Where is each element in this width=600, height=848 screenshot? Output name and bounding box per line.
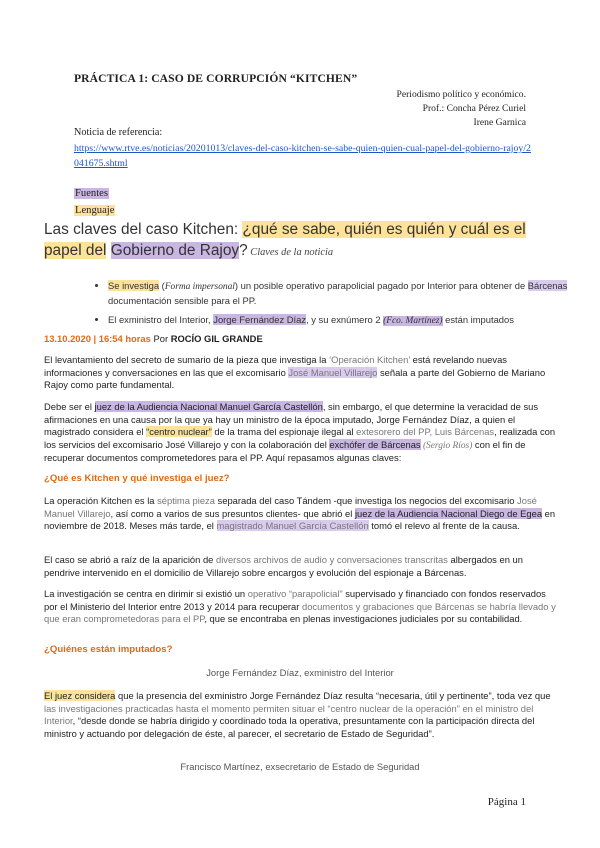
- text: albergados en un pendrive intervenido en el domicilio de Villarejo sobre encargos y evolución del espionaje a Bárcenas.: [44, 554, 523, 578]
- paragraph-6: [44, 690, 560, 740]
- text: El caso se abrió a raíz de la aparición de: [44, 554, 216, 565]
- photo-caption-fernandez: Jorge Fernández Díaz, exministro del Interior: [206, 667, 394, 678]
- text: , sin embargo, el que determine la veracidad de sus afirmaciones en una causa por la que ya hay un ministro de la época imputado, Jorge Fernández Díaz, a quien el magistrado considera el: [44, 401, 539, 438]
- list-item: [108, 313, 578, 328]
- section-heading-imputados: ¿Quiénes están imputados?: [44, 644, 173, 655]
- source-highlight: José Manuel Villarejo: [288, 366, 378, 378]
- summary-bullets: [92, 279, 578, 334]
- section-heading-kitchen: ¿Qué es Kitchen y qué investiga el juez?: [44, 473, 230, 484]
- language-highlight: El juez considera: [44, 690, 116, 701]
- text-gray: diversos archivos de audio y conversaciones transcritas: [215, 554, 448, 565]
- bullet-text: documentación sensible para el PP.: [108, 295, 257, 306]
- text: , así como a varios de sus presuntos clientes- que abrió el: [110, 507, 355, 519]
- text-gray: operativo “parapolicial”: [247, 588, 343, 599]
- text-note: (Sergio Ríos): [420, 440, 473, 451]
- text: tomó el relevo al frente de la causa.: [368, 520, 520, 532]
- article-headline: [44, 219, 559, 263]
- bullet-text: están imputados: [442, 314, 514, 325]
- bullet-text: El exministro del Interior,: [108, 314, 214, 325]
- paragraph-1: [44, 354, 560, 392]
- headline-part: ?: [239, 242, 248, 259]
- page-title: PRÁCTICA 1: CASO DE CORRUPCIÓN “KITCHEN”: [74, 72, 358, 85]
- bullet-text: , y su exnúmero 2: [306, 314, 384, 325]
- text: está revelando nuevas informaciones y conversaciones en las que el excomisario: [44, 354, 507, 378]
- headline-note: Claves de la noticia: [247, 247, 334, 258]
- bullet-note: Forma impersonal: [164, 282, 235, 292]
- student-name: Irene Garnica: [473, 117, 526, 128]
- text-gray: las investigaciones practicadas hasta el momento permiten situar el “centro nuclear de la operación” en el ministro del Interior: [44, 702, 534, 727]
- text: , realizada con los servicios del excomisario José Villarejo y con la colaboración del: [44, 426, 556, 450]
- headline-highlight: ¿qué se sabe, quién es quién y cuál es el papel del: [44, 221, 526, 259]
- language-highlight: “centro nuclear”: [146, 426, 212, 438]
- text: separada del caso Tándem -que investiga los negocios del excomisario: [214, 495, 518, 506]
- text: que la presencia del exministro Jorge Fernández Díaz resulta “necesaria, útil y pertinente”, toda vez que: [115, 690, 551, 701]
- text: en noviembre de 2018. Meses más tarde, el: [44, 507, 556, 532]
- source-highlight: magistrado Manuel García Castellón: [216, 520, 369, 532]
- text: supervisado y financiado con fondos reservados por el Ministerio del Interior: [44, 588, 546, 612]
- text-gray: documentos y grabaciones que Bárcenas se habría llevado y que eran comprometedoras para el PP: [44, 600, 556, 625]
- source-highlight: exchófer de Bárcenas: [329, 438, 421, 450]
- paragraph-5: [44, 588, 560, 626]
- text-gray: José Manuel Villarejo: [44, 495, 537, 519]
- text: La operación Kitchen es la: [44, 495, 158, 506]
- course-meta: [397, 88, 527, 130]
- paragraph-2: [44, 401, 560, 465]
- legend-lenguaje: Lenguaje: [75, 205, 115, 216]
- professor-name: Prof.: Concha Pérez Curiel: [422, 103, 526, 114]
- article-date: 13.10.2020 | 16:54 horas: [44, 333, 151, 344]
- paragraph-4: [44, 554, 560, 579]
- bullet-source: Bárcenas: [527, 280, 568, 291]
- course-name: Periodismo político y económico.: [396, 89, 526, 100]
- headline-highlight-source: Gobierno de Rajoy: [110, 242, 240, 259]
- text-gray: séptima pieza: [157, 495, 215, 506]
- text: , que se encontraba en plenas investigaciones judiciales por su contabilidad.: [204, 613, 523, 625]
- list-item: [108, 279, 578, 307]
- page-number: Página 1: [487, 796, 526, 808]
- legend-fuentes: Fuentes: [75, 188, 108, 199]
- byline-by: Por: [150, 333, 171, 344]
- text: señala a parte del Gobierno de Mariano Rajoy como parte fundamental.: [44, 366, 546, 391]
- photo-caption-martinez: Francisco Martínez, exsecretario de Estado de Seguridad: [180, 761, 420, 772]
- text-gray: extesorero del PP, Luis Bárcenas: [356, 426, 495, 438]
- text-gray: ‘Operación Kitchen’: [329, 354, 411, 365]
- text: , “desde donde se habría dirigido y coordinado toda la operativa, presuntamente con la participación directa del ministro y actuando por delegación de éste, al parecer, el secretario de Estado de Seguridad”.: [44, 715, 535, 739]
- bullet-text: ) un posible operativo parapolicial pagado por Interior para obtener de: [234, 280, 528, 291]
- source-highlight: juez de la Audiencia Nacional Diego de Egea: [354, 507, 543, 519]
- text: con el fin de recuperar documentos comprometedores para el PP. Aquí repasamos algunas claves:: [44, 438, 526, 464]
- text: La investigación se centra en dirimir si existió un: [44, 588, 248, 599]
- headline-part: Las claves del caso Kitchen:: [44, 221, 243, 238]
- bullet-text: (: [159, 280, 165, 291]
- source-highlight: juez de la Audiencia Nacional Manuel García Castellón: [94, 401, 323, 412]
- paragraph-3: [44, 495, 560, 533]
- text: Debe ser el: [44, 401, 95, 412]
- bullet-source: (Fco. Martínez): [383, 316, 443, 326]
- text: de la trama del espionaje ilegal al: [211, 426, 357, 438]
- article-author: ROCÍO GIL GRANDE: [170, 333, 263, 344]
- article-byline: [44, 333, 263, 344]
- bullet-source: Jorge Fernández Díaz: [213, 314, 307, 325]
- reference-link[interactable]: https://www.rtve.es/noticias/20201013/claves-del-caso-kitchen-se-sabe-quien-quien-cual-papel-del-gobierno-rajoy/2041675.shtml: [74, 143, 531, 169]
- reference-label: Noticia de referencia:: [74, 127, 163, 138]
- bullet-highlight: Se investiga: [108, 280, 160, 291]
- text: entre 2013 y 2014 para recuperar: [159, 600, 300, 612]
- text: El levantamiento del secreto de sumario de la pieza que investiga la: [44, 354, 330, 365]
